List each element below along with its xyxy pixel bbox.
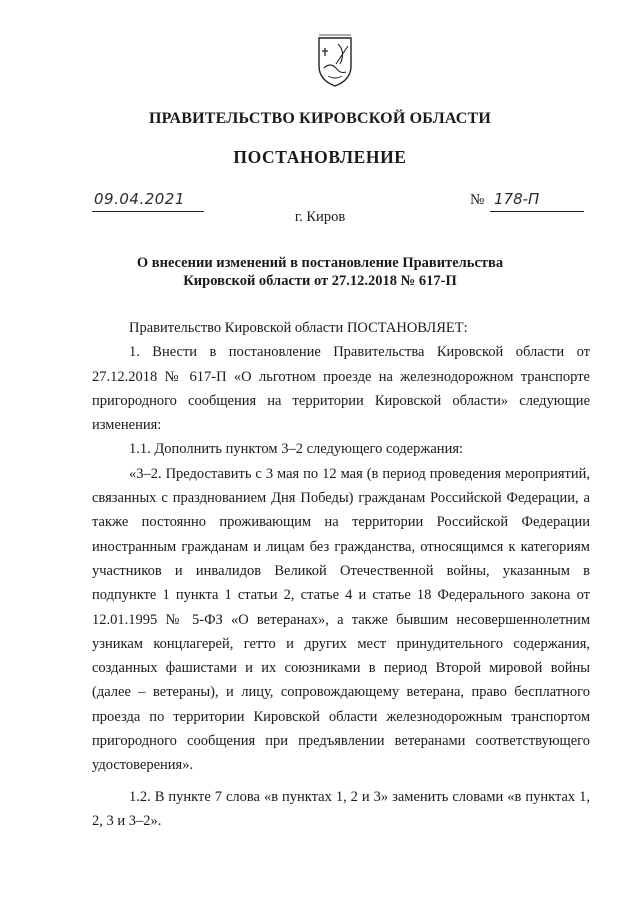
document-body [92, 316, 590, 833]
document-number: 178-П [494, 190, 540, 208]
document-type-title: ПОСТАНОВЛЕНИЕ [233, 147, 407, 167]
coat-of-arms-icon [316, 34, 354, 88]
document-subject [0, 254, 640, 290]
quoted-clause-paragraph: «3–2. Предоставить с 3 мая по 12 мая (в период проведения мероприятий, связанных с празднованием Дня Победы) гражданам Российской Федерации, а также постоянно проживающим на территории Российской Федерации иностранным гражданам и лицам без гражданства, относящимся к категориям участников и инвалидов Великой Отечественной войны, указанным в подпункте 1 пункта 1 статьи 2, статье 4 и статье 18 Федерального закона от 12.01.1995 № 5-ФЗ «О ветеранах», а также бывшим несовершеннолетним узникам концлагерей, гетто и других мест принудительного содержания, созданных фашистами и их союзниками в период Второй мировой войны (далее – ветераны), и лицу, сопровождающему ветерана, право бесплатного проезда по территории Кировской области железнодорожным транспортом пригородного сообщения при предъявлении ветеранами соответствующего удостоверения». [92, 465, 590, 774]
subject-line-1: О внесении изменений в постановление Правительства [136, 255, 504, 271]
item-1-paragraph: 1. Внести в постановление Правительства Кировской области от 27.12.2018 № 617-П «О льготном проезде на железнодорожном транспорте пригородного сообщения на территории Кировской области» следующие изменения: [92, 344, 590, 434]
subject-line-2: Кировской области от 27.12.2018 № 617-П [183, 273, 457, 289]
document-date: 09.04.2021 [94, 190, 185, 208]
number-sign: № [470, 192, 485, 208]
government-title: ПРАВИТЕЛЬСТВО КИРОВСКОЙ ОБЛАСТИ [148, 110, 492, 127]
item-1-1-paragraph: 1.1. Дополнить пунктом 3–2 следующего содержания: [129, 441, 464, 458]
city-label: г. Киров [294, 209, 346, 225]
item-1-2-paragraph: 1.2. В пункте 7 слова «в пунктах 1, 2 и 3» заменить словами «в пунктах 1, 2, 3 и 3–2». [92, 788, 590, 829]
intro-paragraph: Правительство Кировской области ПОСТАНОВЛЯЕТ: [129, 320, 468, 336]
